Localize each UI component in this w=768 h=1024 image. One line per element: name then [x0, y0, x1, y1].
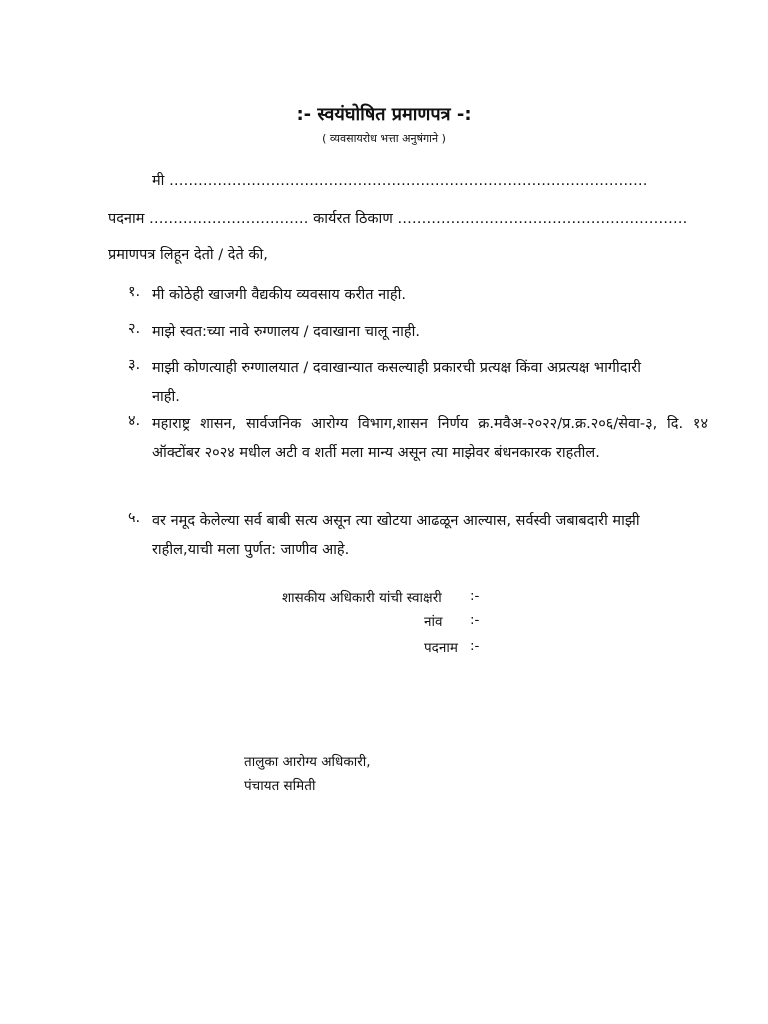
declaration-number: ३.	[128, 357, 141, 373]
document-title: :- स्वयंघोषित प्रमाणपत्र -:	[296, 104, 472, 125]
workplace-label: कार्यरत ठिकाण	[313, 211, 393, 227]
officer-signature-separator: :-	[470, 588, 480, 604]
document-subtitle: ( व्यवसायरोध भत्ता अनुषंगाने )	[322, 132, 446, 145]
designation-field-label: पदनाम	[424, 640, 458, 656]
declaration-text: मी कोठेही खाजगी वैद्यकीय व्यवसाय करीत नाही.	[152, 287, 406, 303]
name-field-label: नांव	[424, 614, 443, 630]
declaration-text: महाराष्ट्र शासन, सार्वजनिक आरोग्य विभाग,शासन निर्णय क्र.मवैअ-२०२२/प्र.क्र.२०६/सेवा-३, दि. १४ ऑक्टोंबर २०२४ मधील अटी व शर्ती मला मान्य असून त्या माझेवर बंधनकारक राहतील.	[152, 416, 708, 461]
name-blank: ………………………………………………………………………………………	[169, 173, 648, 189]
designation-line	[108, 208, 687, 228]
declaration-text: वर नमूद केलेल्या सर्व बाबी सत्य असून त्या खोटया आढळून आल्यास, सर्वस्वी जबाबदारी माझी राहील,याची मला पुर्णत: जाणीव आहे.	[152, 513, 640, 558]
workplace-blank: ……………………………………………………	[397, 211, 688, 227]
designation-label: पदनाम	[108, 211, 145, 227]
officer-signature-label: शासकीय अधिकारी यांची स्वाक्षरी	[282, 590, 442, 606]
designation-blank: ……………………………	[149, 211, 309, 227]
declaration-number: ४.	[128, 413, 141, 429]
footer-line-1: तालुका आरोग्य अधिकारी,	[244, 754, 371, 770]
declaration-number: ५.	[128, 510, 141, 526]
name-label: मी	[152, 173, 165, 189]
certify-line: प्रमाणपत्र लिहून देतो / देते की,	[108, 247, 268, 263]
declaration-text: माझी कोणत्याही रुग्णालयात / दवाखान्यात कसल्याही प्रकारची प्रत्यक्ष किंवा अप्रत्यक्ष भागीदारी नाही.	[152, 360, 641, 405]
footer-line-2: पंचायत समिती	[244, 778, 316, 794]
declaration-number: २.	[128, 321, 141, 337]
designation-field-separator: :-	[470, 638, 480, 654]
officer-signature-line	[282, 588, 442, 606]
declaration-number: १.	[128, 284, 141, 300]
name-field-separator: :-	[470, 612, 480, 628]
declaration-text: माझे स्वत:च्या नावे रुग्णालय / दवाखाना चालू नाही.	[152, 324, 420, 340]
name-line	[152, 170, 648, 190]
